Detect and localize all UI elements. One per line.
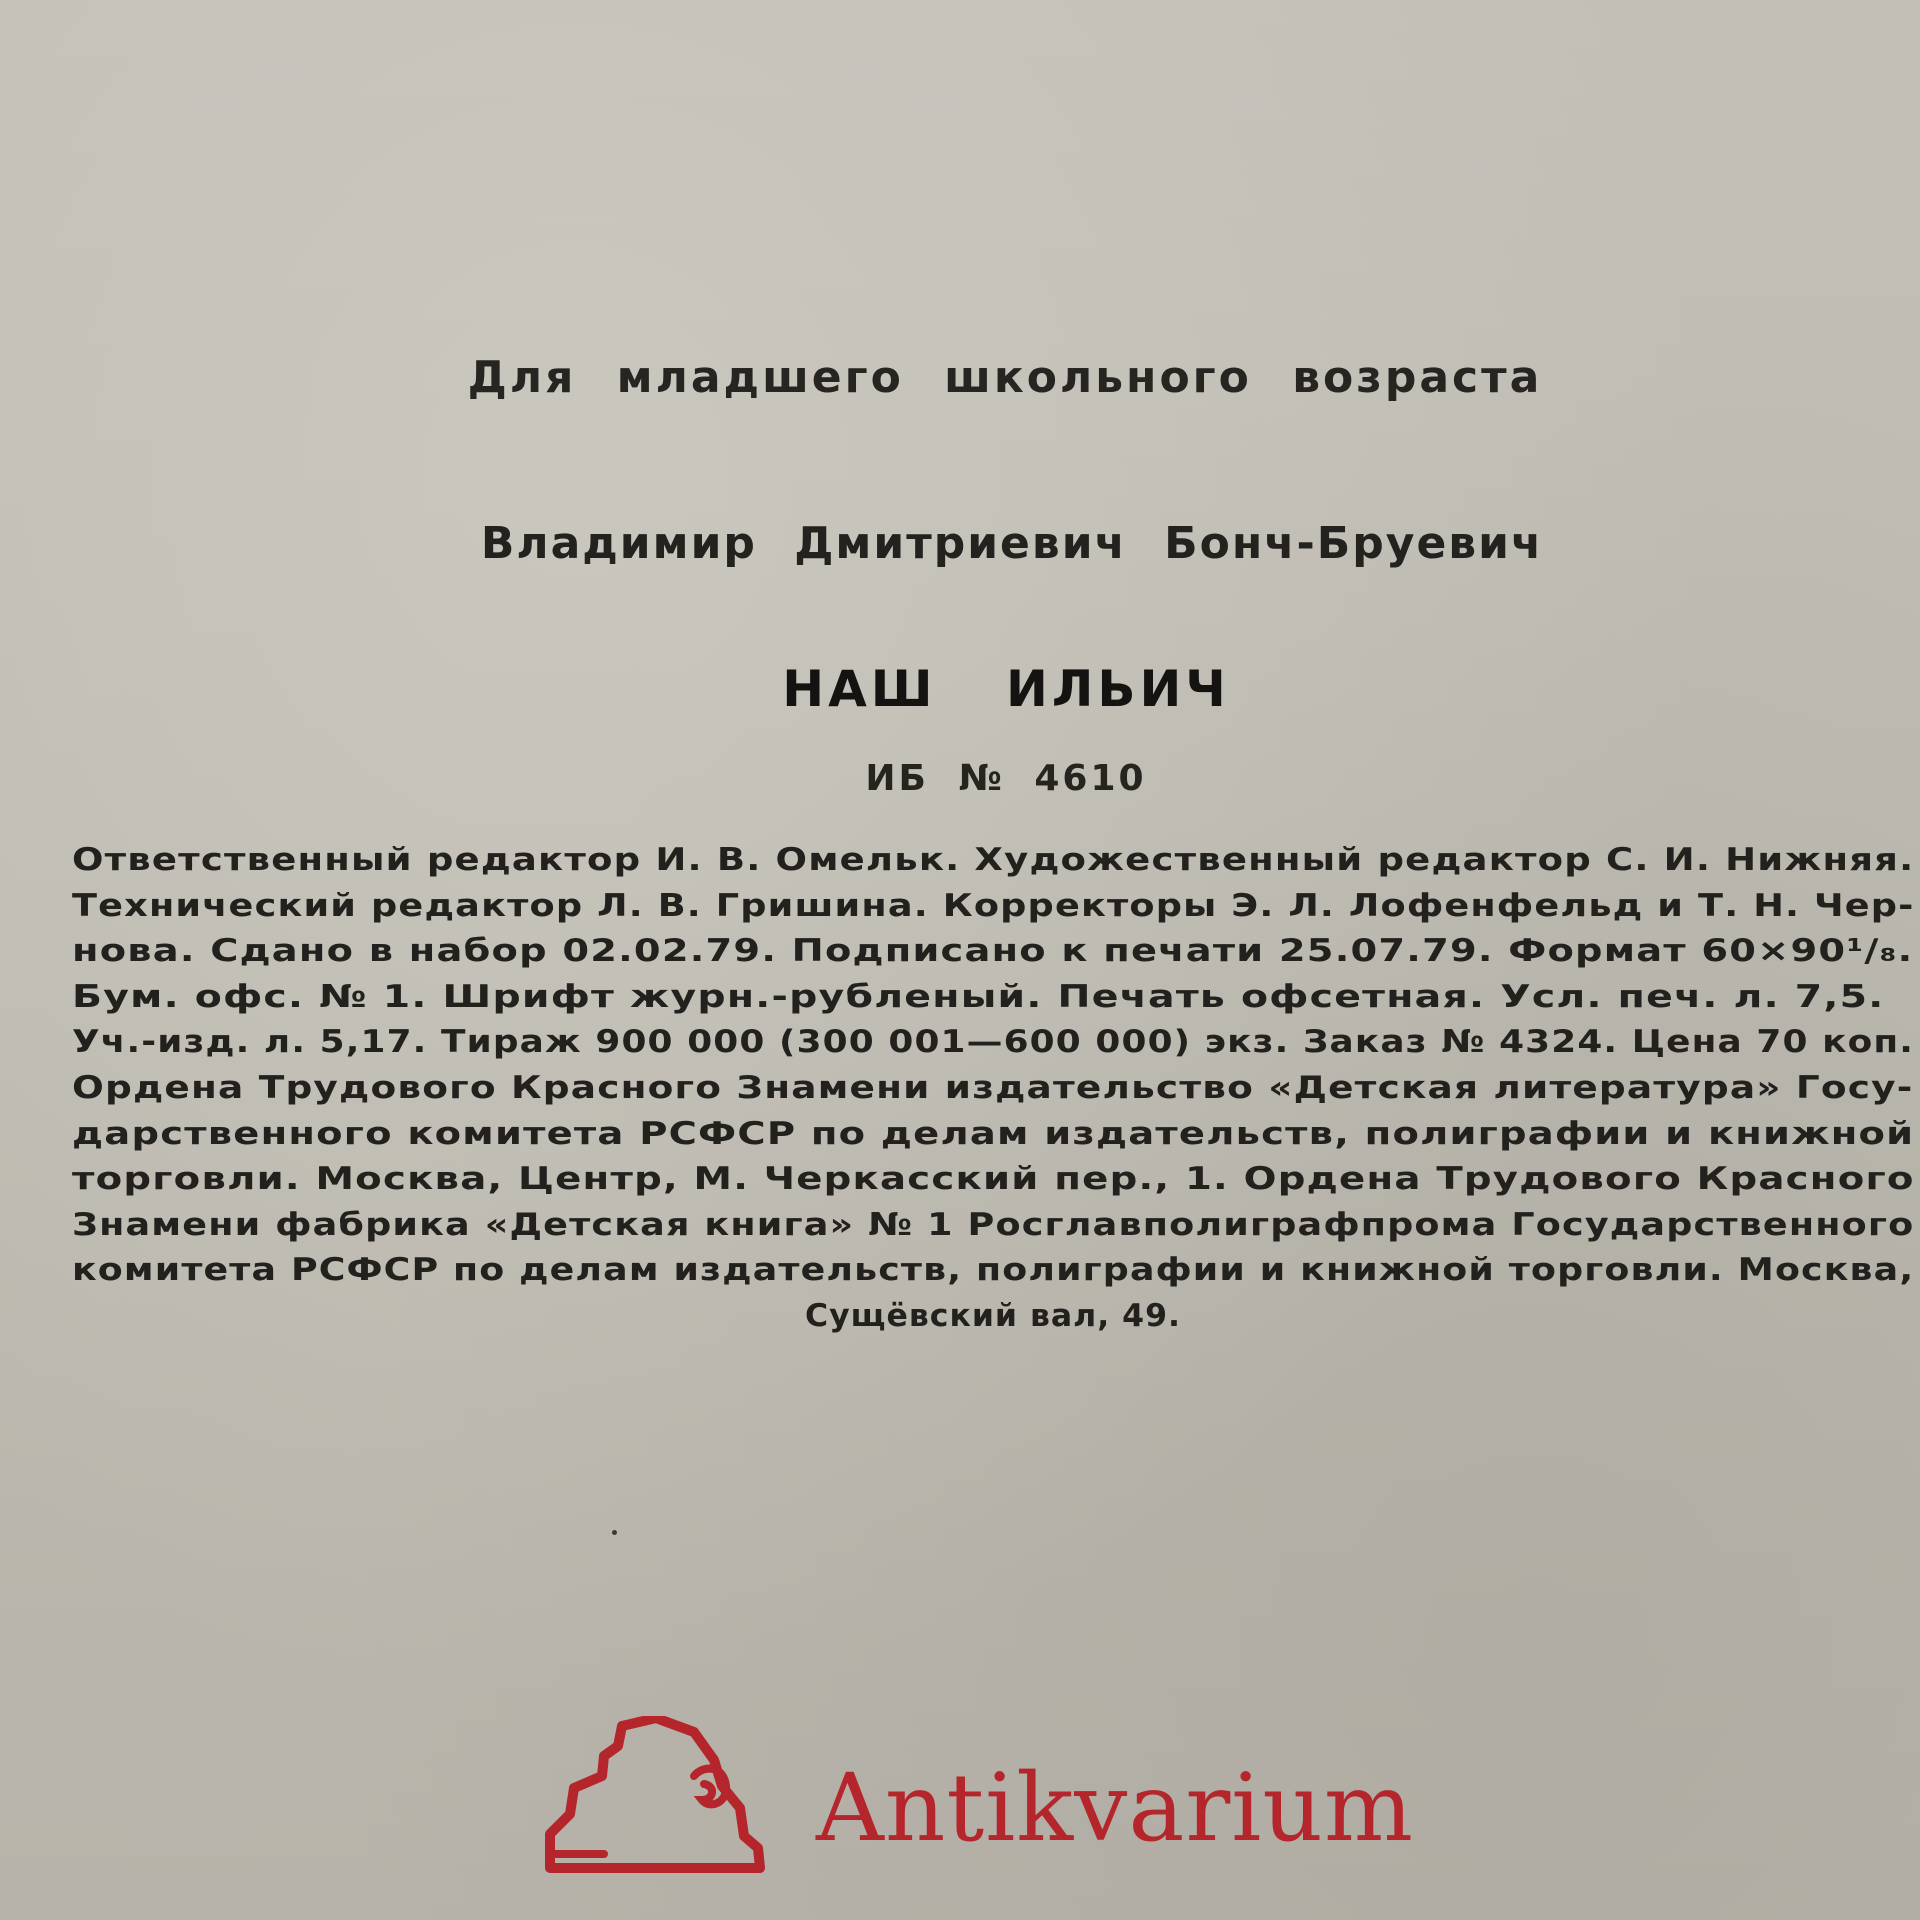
imprint-line: Уч.-изд. л. 5,17. Тираж 900 000 (300 001—600 000) экз. Заказ № 4324. Цена 70 коп. — [72, 1024, 1915, 1061]
imprint-line: Знамени фабрика «Детская книга» № 1 Росглавполиграфпрома Государственного — [72, 1206, 1915, 1243]
paper-speck — [612, 1530, 617, 1535]
imprint-block — [72, 838, 1914, 1340]
antikvarium-logo-icon — [544, 1716, 774, 1876]
audience-label: Для младшего школьного возраста — [467, 352, 1543, 403]
imprint-line: дарственного комитета РСФСР по делам издательств, полиграфии и книжной — [72, 1115, 1915, 1152]
imprint-line: Технический редактор Л. В. Гришина. Корректоры Э. Л. Лофенфельд и Т. Н. Чер- — [72, 887, 1915, 924]
imprint-line: торговли. Москва, Центр, М. Черкасский пер., 1. Ордена Трудового Красного — [72, 1161, 1915, 1198]
imprint-address-line: Сущёвский вал, 49. — [805, 1297, 1181, 1334]
imprint-line: комитета РСФСР по делам издательств, полиграфии и книжной торговли. Москва, — [72, 1252, 1915, 1289]
author-name: Владимир Дмитриевич Бонч-Бруевич — [480, 518, 1544, 569]
ib-number: ИБ № 4610 — [865, 758, 1147, 799]
watermark — [544, 1716, 1415, 1876]
imprint-line: нова. Сдано в набор 02.02.79. Подписано к печати 25.07.79. Формат 60×90¹/₈. — [72, 933, 1914, 970]
book-title: НАШ ИЛЬИЧ — [782, 660, 1230, 718]
imprint-line: Ответственный редактор И. В. Омельк. Художественный редактор С. И. Нижняя. — [72, 842, 1915, 878]
imprint-line: Ордена Трудового Красного Знамени издательство «Детская литература» Госу- — [72, 1069, 1914, 1106]
imprint-line: Бум. офс. № 1. Шрифт журн.-рубленый. Печать офсетная. Усл. печ. л. 7,5. — [72, 978, 1885, 1015]
watermark-text: Antikvarium — [816, 1754, 1415, 1863]
